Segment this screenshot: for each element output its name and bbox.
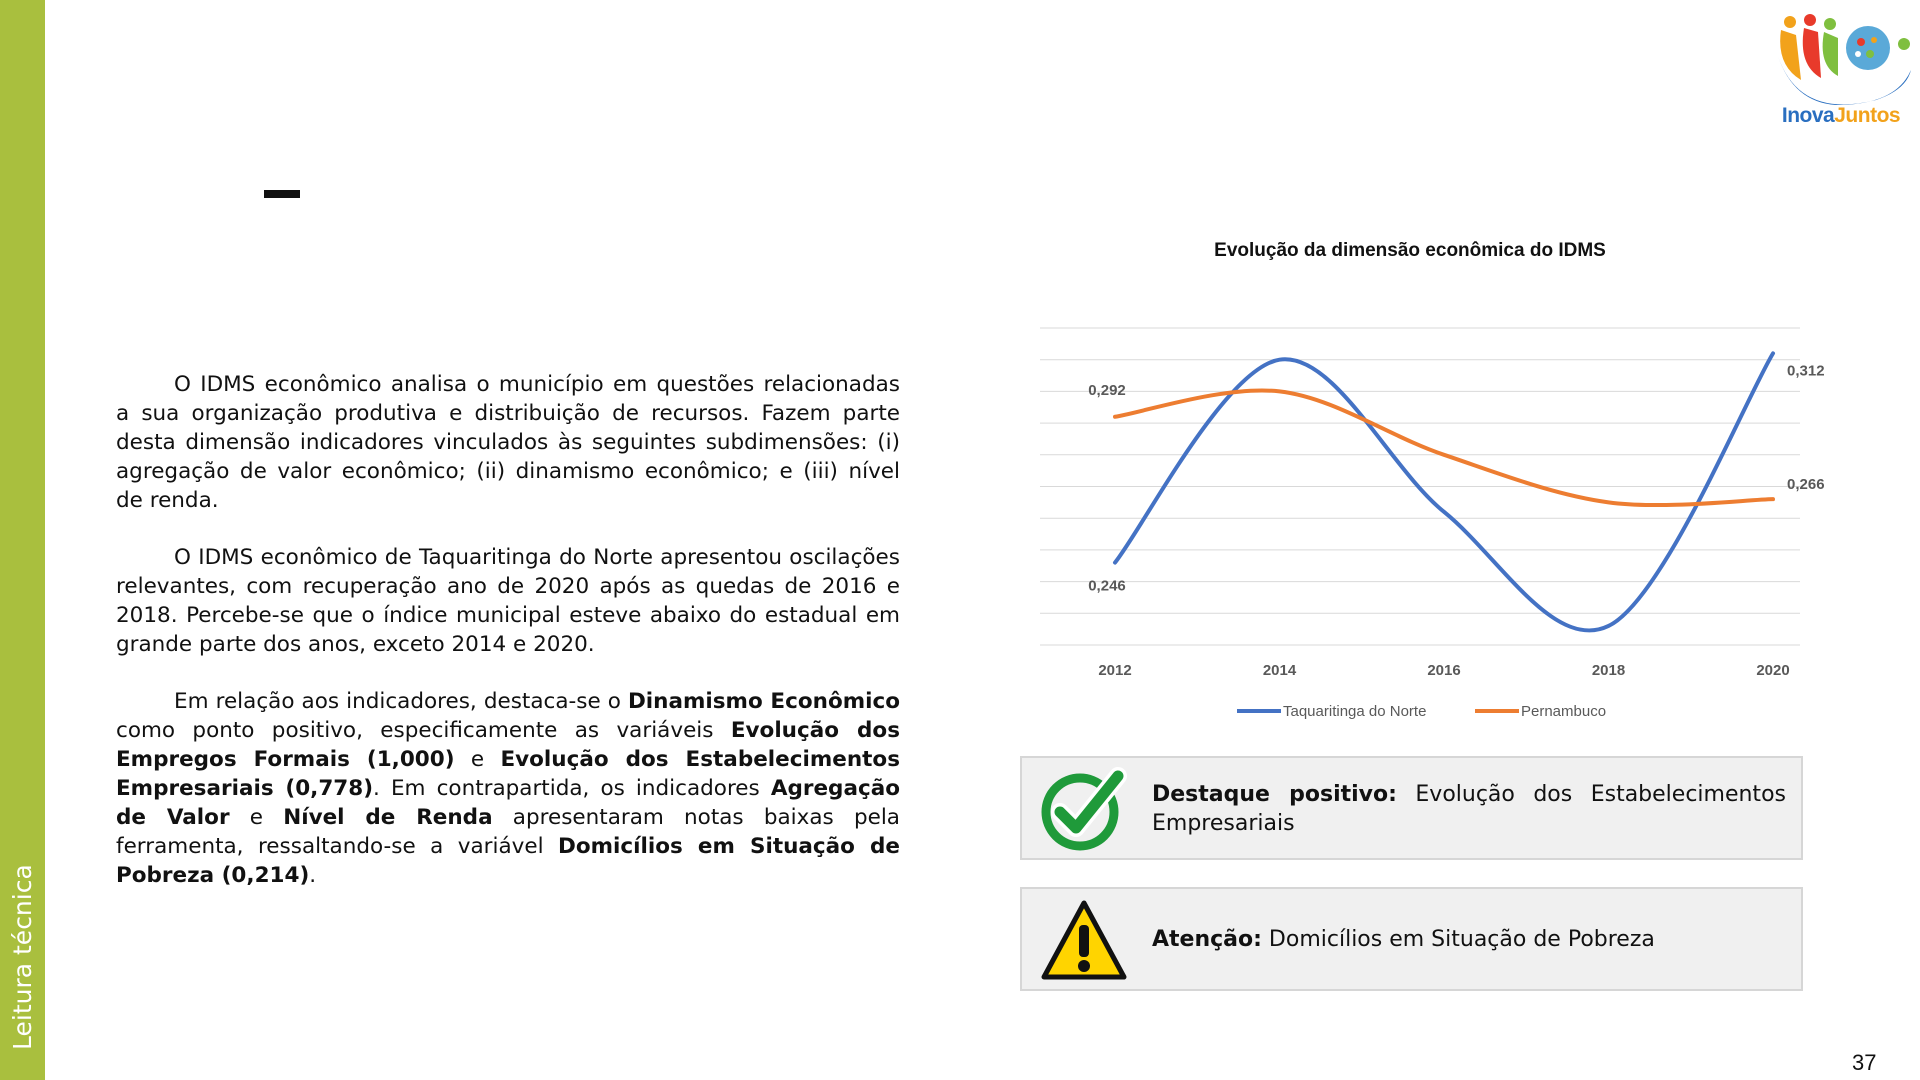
data-label: 0,266 [1787,476,1825,494]
x-tick-label: 2014 [1262,662,1297,679]
data-label: 0,312 [1787,362,1825,380]
x-tick-label: 2012 [1098,662,1132,679]
chart-title: Evolução da dimensão econômica do IDMS [1214,240,1606,261]
title-dash [264,190,300,198]
highlight-positive-value: Evolução dos Estabelecimentos Empresariais [1152,782,1786,836]
paragraph-3 [116,687,900,890]
check-circle-icon [1040,766,1128,854]
highlight-warning-text [1152,925,1786,954]
sidebar-label-text: Leitura técnica [8,864,37,1050]
p3-text-1: Em relação aos indicadores, destaca-se o [174,689,628,714]
p3-bold-5: Nível de Renda [283,805,493,830]
p3-text-5: e [229,805,284,830]
p3-bold-4: Agregação de Valor [116,776,900,830]
p3-bold-3: Evolução dos Estabelecimentos Empresariais (0,778) [116,747,900,801]
highlight-warning [1020,887,1803,991]
data-label: 0,292 [1088,381,1126,399]
legend-label: Pernambuco [1521,703,1607,720]
p3-text-7: . [309,863,317,888]
p3-bold-1: Dinamismo Econômico [627,689,901,714]
page-number: 37 [1852,1050,1877,1075]
sidebar-label [8,860,38,1050]
logo-text [1766,104,1916,128]
p3-bold-2: Evolução dos Empregos Formais (1,000) [116,718,900,772]
highlight-positive [1020,756,1803,860]
highlight-warning-value: Domicílios em Situação de Pobreza [1261,927,1655,952]
data-label: 0,246 [1088,577,1126,595]
p3-bold-6: Domicílios em Situação de Pobreza (0,214) [116,834,900,888]
highlight-warning-label: Atenção: [1152,927,1262,952]
p3-text-4: . Em contrapartida, os indicadores [373,776,771,801]
p3-text-6: apresentaram notas baixas pela ferramenta, ressaltando-se a variável [116,805,900,859]
logo-text-juntos: Juntos [1834,104,1901,127]
logo-text-inova: Inova [1781,104,1835,127]
body-text [116,370,900,918]
paragraph-2: O IDMS econômico de Taquaritinga do Norte apresentou oscilações relevantes, com recuperação ano de 2020 após as quedas de 2016 e 2018. Percebe-se que o índice municipal esteve abaixo do estadual em grande parte dos anos, exceto 2014 e 2020. [116,545,900,657]
p3-text-3: e [454,747,501,772]
highlight-positive-text [1152,780,1786,838]
x-tick-label: 2020 [1756,662,1790,679]
paragraph-1: O IDMS econômico analisa o município em questões relacionadas a sua organização produtiva e distribuição de recursos. Fazem parte desta dimensão indicadores vinculados às seguintes subdimensões: (i) agregação de valor econômico; (ii) dinamismo econômico; e (iii) nível de renda. [116,372,900,513]
line-chart [1030,300,1830,730]
series-line-pernambuco [1115,390,1773,505]
x-tick-label: 2016 [1427,662,1461,679]
warning-icon [1040,897,1128,985]
legend-label: Taquaritinga do Norte [1283,703,1427,720]
p3-text-2: como ponto positivo, especificamente as variáveis [116,718,731,743]
x-tick-label: 2018 [1591,662,1626,679]
highlight-positive-label: Destaque positivo: [1152,782,1397,807]
